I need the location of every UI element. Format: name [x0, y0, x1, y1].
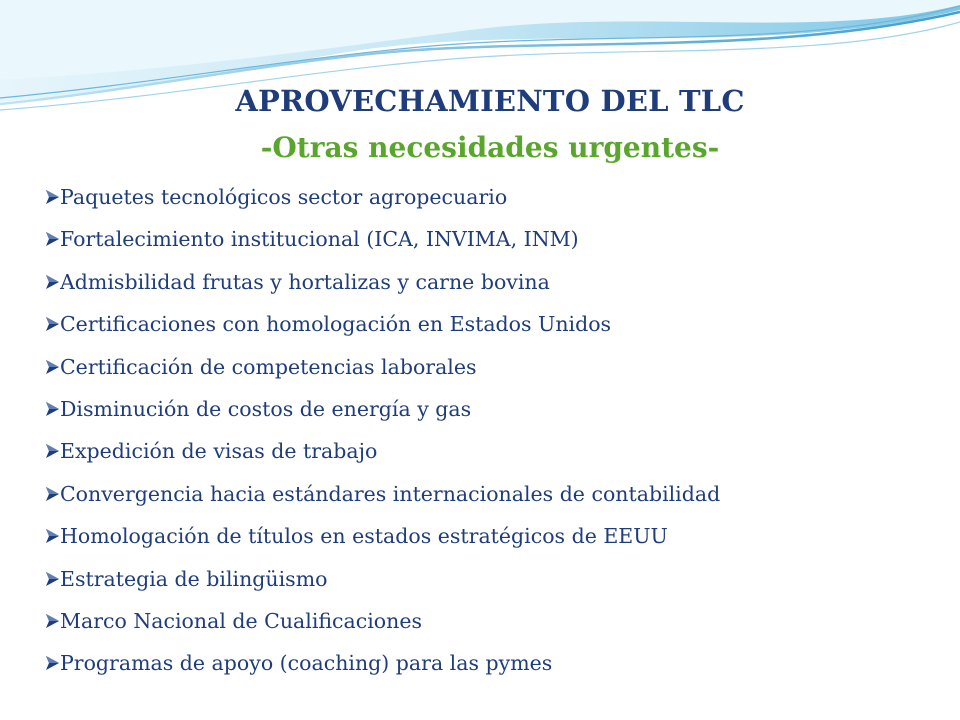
bullet-text: Expedición de visas de trabajo — [60, 439, 378, 464]
arrow-bullet-icon — [46, 360, 59, 374]
bullet-item — [46, 176, 946, 218]
bullet-item — [46, 346, 946, 388]
bullet-item — [46, 303, 946, 345]
arrow-bullet-icon — [46, 487, 59, 501]
arrow-bullet-icon — [46, 190, 59, 204]
bullet-item — [46, 558, 946, 600]
bullet-text: Paquetes tecnológicos sector agropecuario — [60, 185, 508, 209]
bullet-item — [46, 430, 946, 472]
bullet-item — [46, 388, 946, 430]
bullet-text: Marco Nacional de Cualificaciones — [60, 608, 422, 633]
bullet-text: Disminución de costos de energía y gas — [60, 396, 472, 421]
arrow-bullet-icon — [46, 402, 59, 416]
bullet-text: Fortalecimiento institucional (ICA, INVIMA, INM) — [60, 227, 579, 252]
bullet-item — [46, 261, 946, 303]
bullet-item — [46, 600, 946, 642]
bullet-text: Certificación de competencias laborales — [60, 354, 477, 379]
slide-subtitle: -Otras necesidades urgentes- — [260, 131, 720, 164]
arrow-bullet-icon — [46, 656, 59, 670]
bullet-text: Convergencia hacia estándares internacionales de contabilidad — [60, 481, 721, 506]
bullet-item — [46, 642, 946, 684]
bullet-text: Admisbilidad frutas y hortalizas y carne bovina — [60, 269, 550, 294]
arrow-bullet-icon — [46, 614, 59, 628]
arrow-bullet-icon — [46, 572, 59, 586]
arrow-bullet-icon — [46, 275, 59, 289]
bullet-text: Estrategia de bilingüismo — [60, 566, 328, 591]
bullet-text: Programas de apoyo (coaching) para las pymes — [60, 651, 553, 676]
bullet-item — [46, 218, 946, 260]
arrow-bullet-icon — [46, 232, 59, 246]
bullet-text: Certificaciones con homologación en Estados Unidos — [60, 312, 612, 337]
bullet-list — [46, 176, 946, 685]
slide-title: APROVECHAMIENTO DEL TLC — [235, 84, 745, 118]
arrow-bullet-icon — [46, 529, 59, 543]
bullet-item — [46, 473, 946, 515]
arrow-bullet-icon — [46, 317, 59, 331]
bullet-text: Homologación de títulos en estados estratégicos de EEUU — [60, 524, 668, 549]
bullet-item — [46, 515, 946, 557]
arrow-bullet-icon — [46, 444, 59, 458]
